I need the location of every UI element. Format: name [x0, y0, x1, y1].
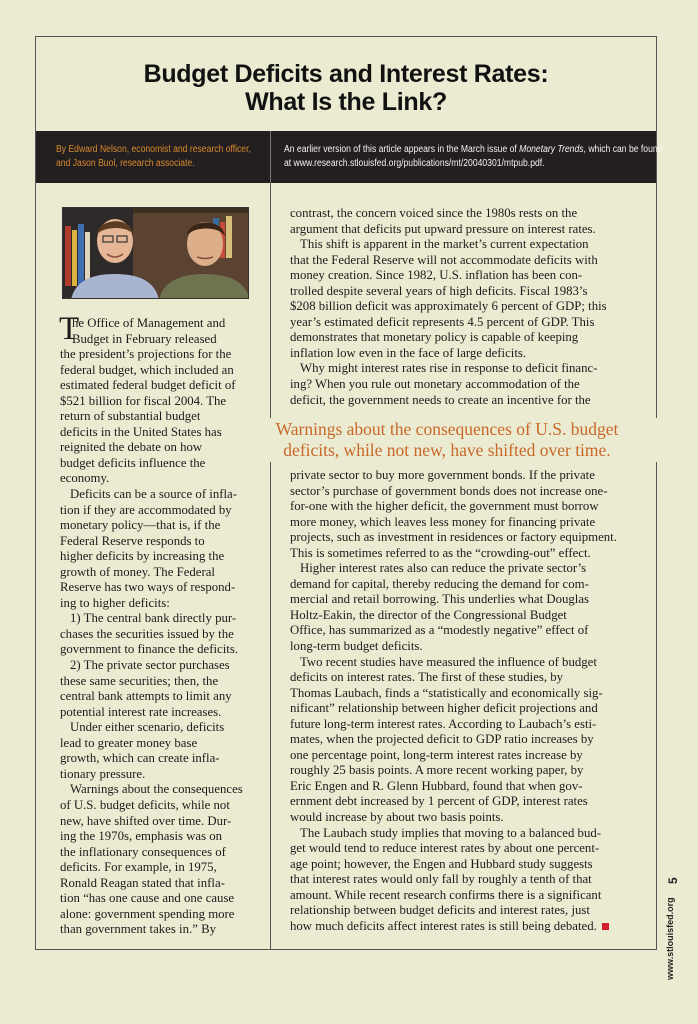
text-line: Why might interest rates rise in response to deficit financ- [300, 361, 598, 376]
text-line: potential interest rate increases. [60, 704, 222, 719]
text-line: Thomas Laubach, finds a “statistically and economically sig- [290, 685, 603, 700]
text-line: deficits in the United States has [60, 424, 222, 439]
byline-line-1: By Edward Nelson, economist and research officer, [56, 144, 251, 155]
pull-quote-line-2: deficits, while not new, have shifted over time. [283, 440, 611, 460]
text-line: future long-term interest rates. According to Laubach’s esti- [290, 716, 597, 731]
note-line-1 [284, 143, 663, 157]
article-title [35, 60, 657, 116]
text-line: nificant” relationship between higher deficit projections and [290, 701, 598, 716]
text-line: Higher interest rates also can reduce the private sector’s [300, 561, 587, 576]
text-line: he Office of Management and [72, 316, 226, 330]
text-line: Ronald Reagan stated that infla- [60, 875, 225, 890]
text-line: This shift is apparent in the market’s current expectation [300, 237, 589, 252]
text-line: would increase by about two basis points. [290, 810, 504, 825]
text-line: ing to higher deficits: [60, 595, 170, 610]
text-line: reignited the debate on how [60, 440, 203, 455]
text-line: get would tend to reduce interest rates by about one percent- [290, 841, 600, 856]
text-line: central bank attempts to limit any [60, 689, 232, 704]
right-column-bottom [290, 468, 630, 934]
text-line: Deficits can be a source of infla- [70, 487, 237, 502]
text-line: Warnings about the consequences [70, 782, 243, 797]
text-line: Budget in February released [72, 331, 217, 346]
text-line: ing the 1970s, emphasis was on [60, 829, 223, 844]
text-line: new, have shifted over time. Dur- [60, 813, 232, 828]
text-line: $521 billion for fiscal 2004. The [60, 393, 227, 408]
left-column [59, 311, 255, 938]
pull-quote-line-1: Warnings about the consequences of U.S. budget [275, 419, 619, 439]
text-line: relationship between budget deficits and interest rates, just [290, 903, 590, 918]
title-line-2: What Is the Link? [245, 88, 447, 116]
text-line: growth, which can create infla- [60, 751, 220, 766]
text-line: one percentage point, long-term interest rates increase by [290, 747, 583, 762]
title-line-1: Budget Deficits and Interest Rates: [143, 60, 549, 88]
text-line: year’s estimated deficit represents 4.5 percent of GDP. This [290, 314, 595, 329]
page-number: 5 [666, 877, 680, 884]
drop-cap: T [59, 311, 80, 347]
text-line: estimated federal budget deficit of [60, 378, 236, 393]
text-line: The Laubach study implies that moving to a balanced bud- [300, 825, 602, 840]
right-column-top [290, 206, 630, 408]
text-line: the inflationary consequences of [60, 844, 226, 859]
author-photo-image [63, 208, 249, 299]
text-line: mercial and retail borrowing. This underlies what Douglas [290, 592, 589, 607]
text-line: deficits. For example, in 1975, [60, 860, 217, 875]
text-line: that interest rates would only fall by roughly a tenth of that [290, 872, 592, 887]
text-line: than government takes in.” By [60, 922, 217, 937]
text-line: budget deficits influence the [60, 455, 206, 470]
text-line: Holtz-Eakin, the director of the Congressional Budget [290, 607, 567, 622]
note-text-end: , which can be found [583, 144, 663, 155]
text-line: the president’s projections for the [60, 347, 232, 362]
end-mark-icon [602, 923, 609, 930]
source-note [284, 143, 663, 171]
site-url: www.stlouisfed.org [665, 897, 675, 980]
text-line: more money, which leaves less money for financing private [290, 514, 596, 529]
text-line: mates, when the projected deficit to GDP ratio increases by [290, 732, 594, 747]
text-line: Two recent studies have measured the influence of budget [300, 654, 597, 669]
text-line: 1) The central bank directly pur- [70, 611, 237, 626]
text-line: contrast, the concern voiced since the 1980s rests on the [290, 206, 578, 220]
text-line: private sector to buy more government bonds. If the private [290, 468, 595, 482]
text-line: economy. [60, 471, 110, 486]
text-line: Reserve has two ways of respond- [60, 580, 236, 595]
text-line: tion “has one cause and one cause [60, 891, 235, 906]
text-line: government to finance the deficits. [60, 642, 239, 657]
text-line: trolled despite several years of high deficits. Fiscal 1983’s [290, 283, 588, 298]
text-line: these same securities; then, the [60, 673, 219, 688]
text-line: argument that deficits put upward pressure on interest rates. [290, 221, 596, 236]
text-line: sector’s purchase of government bonds does not increase one- [290, 483, 608, 498]
text-line: how much deficits affect interest rates is still being debated. [290, 919, 630, 935]
text-line: ernment debt increased by 1 percent of GDP, interest rates [290, 794, 588, 809]
text-line: roughly 25 basis points. A more recent working paper, by [290, 763, 584, 778]
byline-divider [270, 131, 271, 183]
text-line: amount. While recent research confirms there is a significant [290, 887, 602, 902]
byline-bar [36, 131, 663, 183]
text-line: return of substantial budget [60, 409, 201, 424]
pull-quote [232, 418, 662, 462]
text-line: monetary policy—that is, if the [60, 518, 221, 533]
text-line: chases the securities issued by the [60, 626, 234, 641]
text-line: federal budget, which included an [60, 362, 234, 377]
text-line: inflation low even in the face of large deficits. [290, 345, 527, 360]
text-line: 2) The private sector purchases [70, 658, 230, 673]
text-line: Under either scenario, deficits [70, 720, 225, 735]
text-line: demonstrates that monetary policy is capable of keeping [290, 330, 579, 345]
author-byline [56, 143, 251, 171]
note-url-line: at www.research.stlouisfed.org/publications/mt/20040301/mtpub.pdf. [284, 158, 545, 169]
publication-name: Monetary Trends [519, 144, 584, 155]
author-photo [62, 207, 249, 299]
text-line: tion if they are accommodated by [60, 502, 232, 517]
text-line: for-one with the higher deficit, the government must borrow [290, 499, 599, 514]
text-line: growth of money. The Federal [60, 564, 215, 579]
text-line: Eric Engen and R. Glenn Hubbard, found that when gov- [290, 778, 583, 793]
text-line: ing? When you rule out monetary accommodation of the [290, 377, 580, 392]
text-line: higher deficits by increasing the [60, 549, 225, 564]
text-line: long-term budget deficits. [290, 639, 423, 654]
text-line: This is sometimes referred to as the “crowding-out” effect. [290, 545, 591, 560]
text-line: age point; however, the Engen and Hubbard study suggests [290, 856, 593, 871]
text-line: Office, has summarized as a “modestly negative” effect of [290, 623, 589, 638]
column-rule [270, 183, 271, 949]
text-line: $208 billion deficit was approximately 6 percent of GDP; this [290, 299, 607, 314]
text-line: deficits on interest rates. The first of these studies, by [290, 670, 564, 685]
note-text: An earlier version of this article appears in the March issue of [284, 144, 520, 155]
text-line: Federal Reserve responds to [60, 533, 205, 548]
text-line: deficit, the government needs to create an incentive for the [290, 392, 591, 407]
text-line: alone: government spending more [60, 906, 235, 921]
text-line: lead to greater money base [60, 735, 198, 750]
text-line: demand for capital, thereby reducing the demand for com- [290, 576, 589, 591]
byline-line-2: and Jason Buol, research associate. [56, 158, 195, 169]
text-line: of U.S. budget deficits, while not [60, 797, 230, 812]
text-line: tionary pressure. [60, 766, 146, 781]
text-line: money creation. Since 1982, U.S. inflation has been con- [290, 268, 583, 283]
text-line: that the Federal Reserve will not accommodate deficits with [290, 252, 598, 267]
text-line: projects, such as investment in residences or factory equipment. [290, 530, 617, 545]
